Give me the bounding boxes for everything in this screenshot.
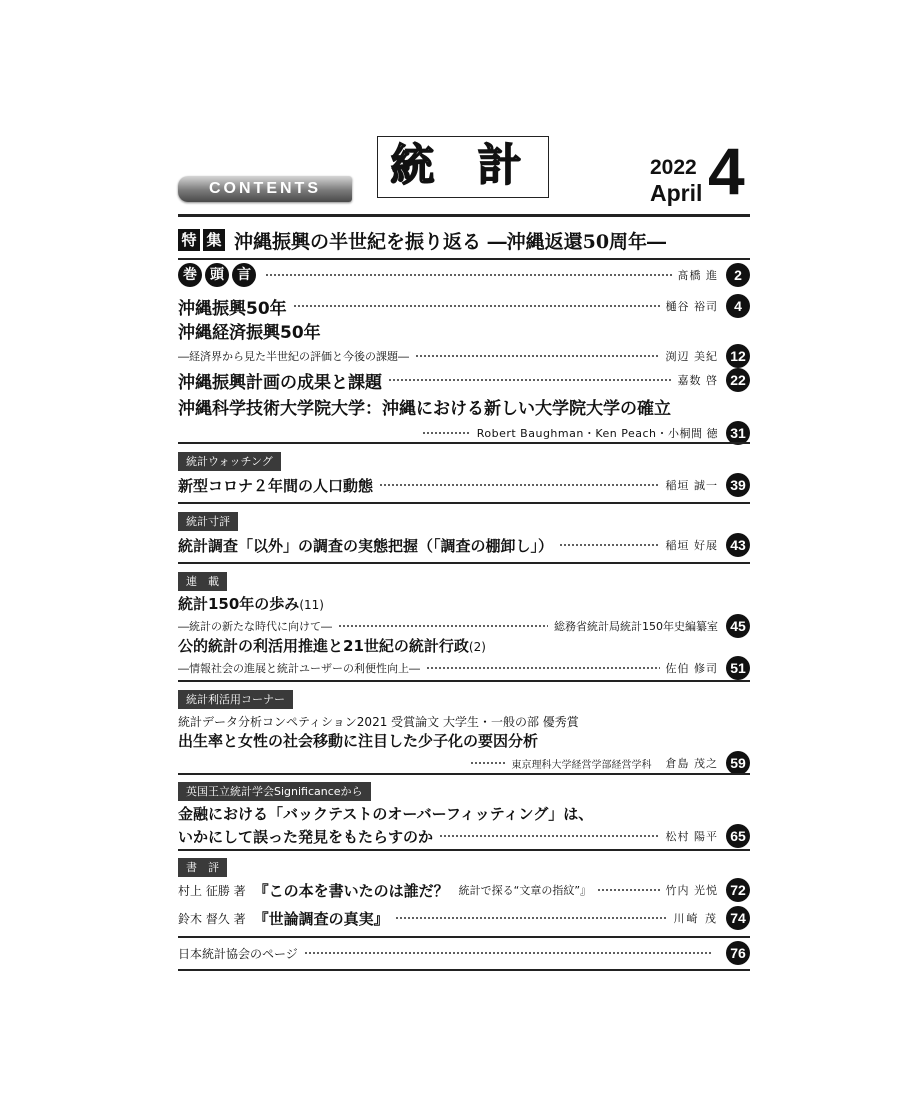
toc-entry[interactable] <box>178 804 750 848</box>
article-title-line2: いかにして誤った発見をもたらすのか <box>178 827 434 846</box>
author: 稲垣 誠一 <box>665 479 718 492</box>
leader-dots <box>422 431 471 435</box>
section-label-books: 書 評 <box>178 858 227 877</box>
page-number: 65 <box>726 824 750 848</box>
article-title: 沖縄振興計画の成果と課題 <box>178 372 382 393</box>
author: 総務省統計局統計150年史編纂室 <box>554 620 718 633</box>
toc-entry-footer[interactable] <box>178 941 750 965</box>
toc-entry[interactable] <box>178 713 750 775</box>
contents-tab: CONTENTS <box>178 176 352 202</box>
leader-dots <box>293 304 660 308</box>
toc-entry[interactable] <box>178 878 750 902</box>
author: 樋谷 裕司 <box>665 300 718 313</box>
section-label-watching: 統計ウォッチング <box>178 452 281 471</box>
author: 髙橋 進 <box>677 269 718 282</box>
article-title: 出生率と女性の社会移動に注目した少子化の要因分析 <box>178 732 539 750</box>
issue-number: 4 <box>708 134 745 208</box>
feature-badge: 特 <box>178 229 200 251</box>
toc-entry[interactable] <box>178 594 750 638</box>
feature-rule <box>178 258 750 260</box>
toc-entry[interactable] <box>178 397 750 445</box>
article-subtitle: ―統計の新たな時代に向けて― <box>178 620 332 633</box>
leader-dots <box>379 483 659 487</box>
section-rule <box>178 936 750 938</box>
article-title: 金融における「バックテストのオーバーフィッティング」は、 <box>178 805 594 823</box>
article-title: 統計150年の歩み <box>178 595 300 613</box>
article-kicker: 統計データ分析コンペティション2021 受賞論文 大学生・一般の部 優秀賞 <box>178 715 579 729</box>
article-title: 統計調査「以外」の調査の実態把握（「調査の棚卸し」） <box>178 536 554 555</box>
article-title: 沖縄振興50年 <box>178 298 287 319</box>
leader-dots <box>426 666 660 670</box>
leader-dots <box>439 834 659 838</box>
book-author: 鈴木 督久 著 <box>178 911 246 926</box>
page-number: 12 <box>726 344 750 368</box>
leader-dots <box>338 624 548 628</box>
article-subtitle: ―経済界から見た半世紀の評価と今後の課題― <box>178 350 409 363</box>
section-label-review: 統計寸評 <box>178 512 238 531</box>
section-label-rss: 英国王立統計学会Significanceから <box>178 782 371 801</box>
page-number: 51 <box>726 656 750 680</box>
section-rule <box>178 849 750 851</box>
footer-rule <box>178 969 750 971</box>
feature-badge: 集 <box>203 229 225 251</box>
author: 佐伯 修司 <box>665 662 718 675</box>
author: 倉島 茂之 <box>665 757 718 770</box>
book-author: 村上 征勝 著 <box>178 883 246 898</box>
issue-month: April <box>650 180 703 206</box>
page-number: 72 <box>726 878 750 902</box>
book-title: 『この本を書いたのは誰だ？ <box>253 881 449 900</box>
leader-dots <box>388 378 672 382</box>
author: 渕辺 美紀 <box>665 350 718 363</box>
author: 嘉数 啓 <box>677 374 718 387</box>
toc-entry[interactable] <box>178 636 750 680</box>
section-rule <box>178 680 750 682</box>
article-subtitle: ―情報社会の進展と統計ユーザーの利便性向上― <box>178 662 420 675</box>
article-title: 日本統計協会のページ <box>178 946 298 961</box>
toc-entry[interactable] <box>178 473 750 497</box>
section-label-corner: 統計利活用コーナー <box>178 690 293 709</box>
toc-entry-foreword[interactable] <box>178 263 750 287</box>
leader-dots <box>304 951 712 955</box>
author: 松村 陽平 <box>665 830 718 843</box>
section-label-serial: 連 載 <box>178 572 227 591</box>
book-subtitle: 統計で探る“文章の指紋”』 <box>458 884 592 897</box>
page-number: 76 <box>726 941 750 965</box>
page-number: 45 <box>726 614 750 638</box>
page-number: 31 <box>726 421 750 445</box>
installment: (11) <box>299 598 324 612</box>
page-number: 59 <box>726 751 750 775</box>
toc-entry[interactable] <box>178 906 750 930</box>
affiliation: 東京理科大学経営学部経営学科 <box>511 759 652 771</box>
foreword-char: 巻 <box>178 263 202 287</box>
article-title: 沖縄科学技術大学院大学：沖縄における新しい大学院大学の確立 <box>178 399 671 419</box>
leader-dots <box>597 888 659 892</box>
leader-dots <box>470 761 506 765</box>
magazine-title: 統 計 <box>377 136 549 198</box>
toc-entry[interactable] <box>178 322 750 368</box>
section-rule <box>178 502 750 504</box>
section-rule <box>178 562 750 564</box>
foreword-char: 頭 <box>205 263 229 287</box>
article-title: 新型コロナ２年間の人口動態 <box>178 476 374 495</box>
page-number: 22 <box>726 368 750 392</box>
feature-title: 沖縄振興の半世紀を振り返る ―沖縄返還50周年― <box>234 230 667 253</box>
book-title: 『世論調査の真実』 <box>253 909 389 928</box>
page-number: 74 <box>726 906 750 930</box>
author: Robert Baughman・Ken Peach・小桐間 徳 <box>476 427 718 440</box>
page-number: 43 <box>726 533 750 557</box>
toc-entry[interactable] <box>178 368 750 392</box>
page-number: 39 <box>726 473 750 497</box>
section-rule <box>178 773 750 775</box>
article-title: 公的統計の利活用推進と21世紀の統計行政 <box>178 637 469 655</box>
installment: (2) <box>468 640 486 654</box>
foreword-char: 言 <box>232 263 256 287</box>
issue-year: 2022 <box>650 156 697 179</box>
author: 川崎 茂 <box>673 912 718 925</box>
article-title: 沖縄経済振興50年 <box>178 323 321 343</box>
toc-entry[interactable] <box>178 294 750 318</box>
feature-heading <box>178 227 666 253</box>
author: 竹内 光悦 <box>665 884 718 897</box>
leader-dots <box>395 916 668 920</box>
section-rule <box>178 442 750 444</box>
page-number: 4 <box>726 294 750 318</box>
leader-dots <box>265 273 672 277</box>
page-number: 2 <box>726 263 750 287</box>
toc-entry[interactable] <box>178 533 750 557</box>
leader-dots <box>559 543 659 547</box>
author: 稲垣 好展 <box>665 539 718 552</box>
header-rule <box>178 214 750 217</box>
leader-dots <box>415 354 660 358</box>
